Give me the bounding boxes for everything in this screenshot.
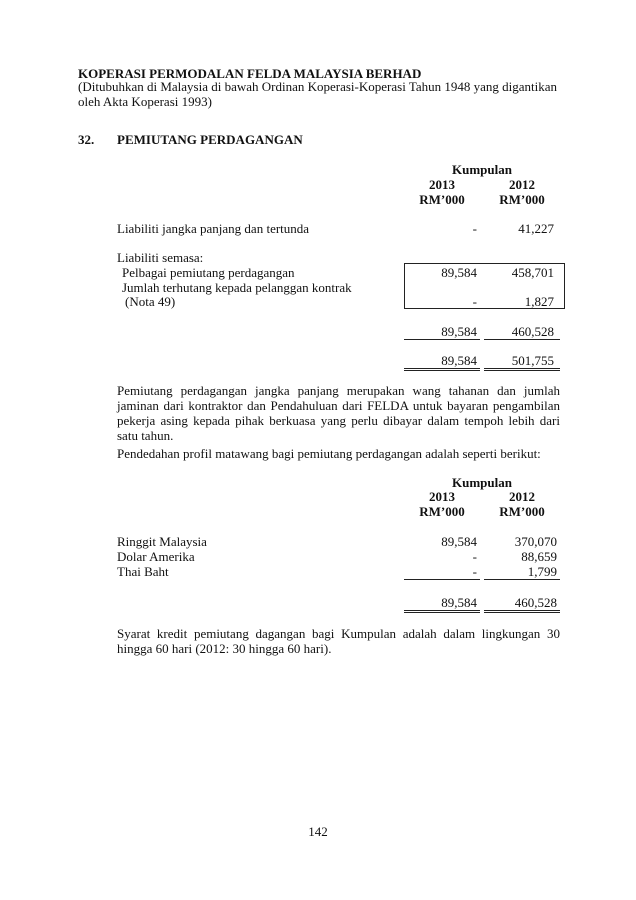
- subtotal-underline-2012: [484, 339, 560, 340]
- paragraph-long-term-payables: Pemiutang perdagangan jangka panjang merupakan wang tahanan dan jumlah jaminan dari kontraktor dan Pendahuluan dari FELDA untuk bayaran pengambilan pekerja asing kepada pihak berkuasa yang perlu dibayar dalam tempoh lebih dari satu tahun.: [117, 383, 560, 443]
- current-liabilities-heading: Liabiliti semasa:: [117, 250, 204, 265]
- total-2012: 501,755: [511, 353, 554, 368]
- contract-2013: -: [472, 294, 477, 309]
- long-term-2012: 41,227: [518, 221, 554, 236]
- currency-row-2012: 370,070: [514, 534, 557, 549]
- table1-group-label: Kumpulan: [452, 162, 512, 177]
- currency-row-label: Ringgit Malaysia: [117, 534, 207, 549]
- total-2013: 89,584: [441, 353, 477, 368]
- trade-payables-2012: 458,701: [511, 265, 554, 280]
- table1-col2-unit: RM’000: [499, 192, 545, 207]
- total-double-underline-2013: [404, 370, 480, 371]
- currency-row-label: Dolar Amerika: [117, 549, 195, 564]
- long-term-label: Liabiliti jangka panjang dan tertunda: [117, 221, 310, 236]
- subtotal-2012: 460,528: [511, 324, 554, 339]
- section-title: PEMIUTANG PERDAGANGAN: [117, 132, 303, 147]
- total-double-underline-2012: [484, 370, 560, 371]
- company-subtitle: (Ditubuhkan di Malaysia di bawah Ordinan Koperasi-Koperasi Tahun 1948 yang digantikan oleh Akta Koperasi 1993): [78, 79, 558, 109]
- company-name: KOPERASI PERMODALAN FELDA MALAYSIA BERHAD: [78, 66, 422, 81]
- table2-total-2012: 460,528: [514, 595, 557, 610]
- paragraph-currency-profile: Pendedahan profil matawang bagi pemiutang perdagangan adalah seperti berikut:: [117, 446, 541, 461]
- table2-total-2013: 89,584: [441, 595, 477, 610]
- table2-total-double-underline-2012: [484, 612, 560, 613]
- currency-row-2013: 89,584: [441, 534, 477, 549]
- trade-payables-2013: 89,584: [441, 265, 477, 280]
- total-underline-2013: [404, 368, 480, 369]
- contract-note-label: (Nota 49): [125, 294, 176, 309]
- table1-col1-unit: RM’000: [419, 192, 465, 207]
- long-term-2013: -: [472, 221, 477, 236]
- section-number: 32.: [78, 132, 95, 147]
- table2-col2-unit: RM’000: [499, 504, 545, 519]
- total-underline-2012: [484, 368, 560, 369]
- table2-total-underline-2013: [404, 610, 480, 611]
- currency-row-2012: 88,659: [521, 549, 557, 564]
- currency-row-label: Thai Baht: [117, 564, 169, 579]
- currency-row-2012: 1,799: [527, 564, 557, 579]
- trade-payables-label: Pelbagai pemiutang perdagangan: [122, 265, 295, 280]
- contract-customers-label: Jumlah terhutang kepada pelanggan kontrak: [122, 280, 352, 295]
- table2-col2-year: 2012: [509, 489, 535, 504]
- currency-row-2013: -: [472, 549, 477, 564]
- page-number: 142: [308, 824, 328, 839]
- table2-col1-year: 2013: [429, 489, 455, 504]
- table1-col2-year: 2012: [509, 177, 535, 192]
- table2-total-double-underline-2013: [404, 612, 480, 613]
- subtotal-2013: 89,584: [441, 324, 477, 339]
- table2-total-underline-2012: [484, 610, 560, 611]
- paragraph-credit-terms: Syarat kredit pemiutang dagangan bagi Kumpulan adalah dalam lingkungan 30 hingga 60 hari (2012: 30 hingga 60 hari).: [117, 626, 560, 656]
- table2-rows-underline-2013: [404, 579, 480, 580]
- subtotal-underline-2013: [404, 339, 480, 340]
- table1-col1-year: 2013: [429, 177, 455, 192]
- table2-group-label: Kumpulan: [452, 475, 512, 490]
- contract-2012: 1,827: [524, 294, 554, 309]
- table2-col1-unit: RM’000: [419, 504, 465, 519]
- table2-rows-underline-2012: [484, 579, 560, 580]
- currency-row-2013: -: [472, 564, 477, 579]
